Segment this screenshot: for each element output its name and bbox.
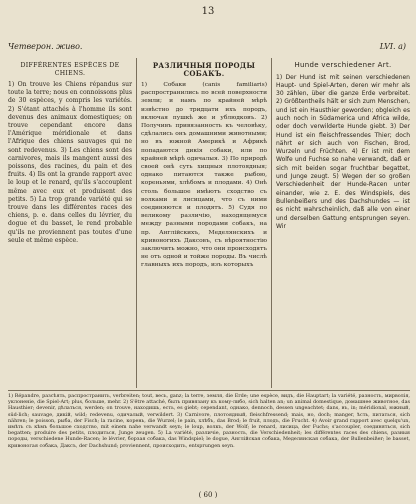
page-number: 13 xyxy=(201,6,215,17)
french-column xyxy=(8,62,132,245)
column-divider xyxy=(271,58,272,388)
french-title: DIFFÉRENTES ESPÈCES DE CHIENS. xyxy=(20,62,120,77)
russian-title: РАЗЛИЧНЫЯ ПОРОДЫ СОБАКЪ. xyxy=(152,61,256,78)
russian-column xyxy=(141,62,267,270)
footnote-rule xyxy=(8,390,410,391)
column-divider xyxy=(136,58,137,388)
running-header-left: Четверон. живо. xyxy=(8,42,83,51)
german-title: Hunde verschiedener Art. xyxy=(294,61,392,69)
footnotes: 1) Répandre, разсѣять, распространить, verbreiten; tout, весь, ganz; la terre, земля, die Erde; une espèce, видъ, die Hauptart; la variété, разность, мирволія, уклоненіе, die Spiel-Art; plus, больше, mehr. 2) S'être attaché, быть привязану къ кому-либо, sich halten an; un animal domestique, домашнее животное, das Hausthier; devenir, дѣлаться, werden; on trouve, находишь, есть, es giebt; cependant, однако, dennoch, dessen ungeachtet; dans, въ, in; méridional, южный, süd-lich; sauvage, дикій, wild; redevenu, одичалый, verwildert. 3) Carnivore, плотоядный, fleischfressend; mais, но, doch; manger, ѣсть, питаться, sich nähren; le poisson, рыба, der Fisch; la racine, корень, die Wurzel; le pain, хлѣбъ, das Brod; le fruit, плодъ, die Frucht. 4) Avoir grand rapport avec quelqu'un, имѣть съ кѣмъ большое сходство, mit einem nahe verwandt seyn; le loup, волкъ, der Wolf; le renard, лисица, der Fuchs; s'accoupler, соединяться, sich begatten; produire des petits, плодиться, Junge zeugen. 5) La variété, различіе, разность, die Verschiedenheit; les différentes races des chiens, разныя породы, verschiedene Hunde-Racen; le lévrier, борзая собака, das Windspiel; le dogue, Англійская собака, Меделянская собака, der Bullenbeißer; le basset, кривоногая собака, Даксъ, der Dachshund; proviennent, происходить, entsprungen seyn. xyxy=(8,393,410,449)
french-text: 1) On trouve les Chiens répandus sur toute la terre; nous en connoissons plus de 30 espèces, y compris les variétés. 2) S'étant attachés à l'homme ils sont devenus des animaux domestiques; on trouve cependant encore dans l'Amérique méridionale et dans l'Afrique des chiens sauvages qui ne sont redevenus. 3) Les chiens sont des carnivores, mais ils mangent aussi des poissons, des racines, du pain et des fruits. 4) Ils ont la grande rapport avec le loup et le renard, qu'ils s'accouplent même avec eux et produisent des petits. 5) La trop grande variété qui se trouve dans les différentes races des chiens, p. e. dans celles du lévrier, du dogue et du basset, le rend probable qu'ils ne proviennent pas toutes d'une seule et même espèce. xyxy=(8,81,132,244)
german-column xyxy=(276,62,410,231)
russian-text: 1) Собаки (canis familiaris) распространились по всей поверхности земли; и намъ по крайней мѣрѣ извѣстно до тридцати ихъ породъ, включая пушкѣ же и ублюдковъ. 2) Получивъ привязанность къ человѣку, сдѣлались онъ домашними животными; но въ южной Америкѣ и Африкѣ попадаются дикія собаки, или по крайней мѣрѣ одичалыя. 3) По природѣ своей онѣ суть хищныя плотоядныя; однако питаются также рыбою, кореньями, хлѣбомъ и плодами. 4) Онѣ столь большое имѣютъ сходство съ волками и лисицами, что съ ними соединяются и плодятъ. 5) Судя по великому различію, находящемуся между разными породами собакъ, на пр. Англійскихъ, Меделянскихъ и кривоногихъ Даксовъ, съ вѣроятностію заключить можно, что они происходятъ не отъ одной и тойже породы. Въ числѣ главныхъ ихъ породъ, изъ которыхъ xyxy=(141,82,267,269)
page-footer: ( 60 ) xyxy=(198,491,218,499)
german-text: 1) Der Hund ist mit seinen verschiedenen Haupt- und Spiel-Arten, deren wir mehr als 30 zählen, über die ganze Erde verbreitet. 2) Größtentheils hält er sich zum Menschen, und ist ein Hausthier geworden; obgleich es auch noch in Südamerica und Africa wilde, oder doch verwilderte Hunde giebt. 3) Der Hund ist ein fleischfressendes Thier; doch nährt er sich auch von Fischen, Brod, Wurzeln und Früchten. 4) Er ist mit dem Wolfe und Fuchse so nahe verwandt, daß er sich mit beiden sogar fruchtbar begattet, und Junge zeugt. 5) Wegen der so großen Verschiedenheit der Hunde-Racen unter einander, wie z. E. des Windspiels, des Bullenbeißers und des Dachshundes — ist es nicht wahrscheinlich, daß alle von einer und derselben Gattung entsprungen seyen. Wir xyxy=(276,73,410,230)
running-header-right: LVI. a) xyxy=(379,42,406,51)
